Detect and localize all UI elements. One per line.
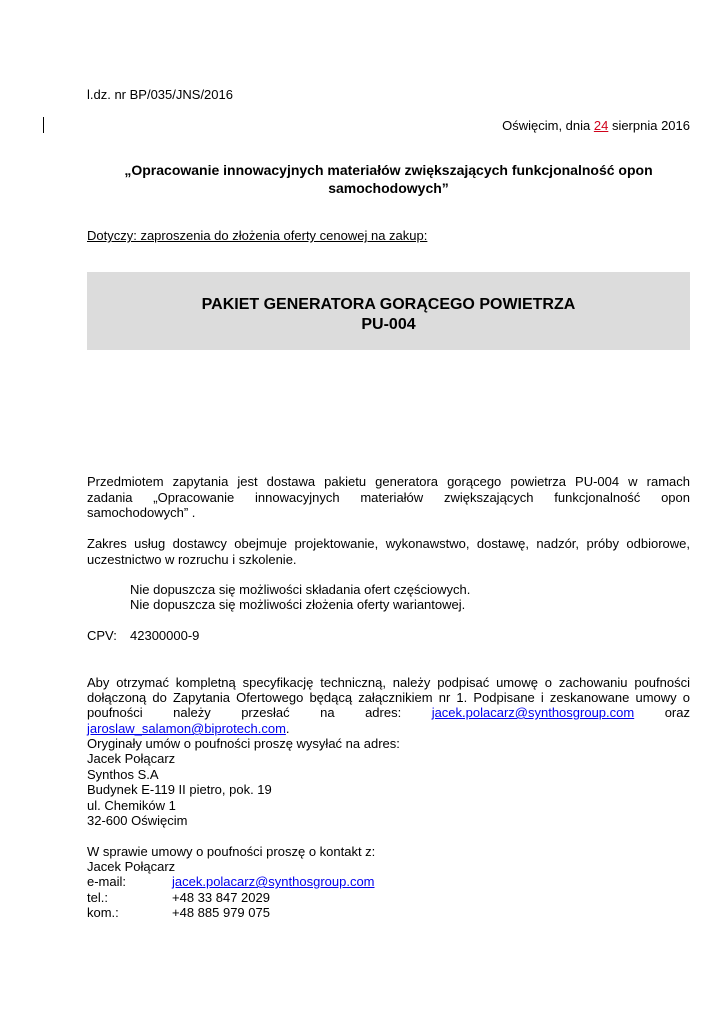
project-title-line-1: „Opracowanie innowacyjnych materiałów zwiększających funkcjonalność opon <box>124 162 653 178</box>
cpv-value: 42300000-9 <box>130 628 200 643</box>
contact-name: Jacek Połącarz <box>87 859 176 874</box>
date-line <box>502 118 690 133</box>
date-prefix: Oświęcim, dnia <box>502 118 594 133</box>
cpv-label: CPV: <box>87 628 117 643</box>
tel-value: +48 33 847 2029 <box>172 890 270 905</box>
paragraph-3-line-3 <box>87 705 690 720</box>
paragraph-2-line-2: uczestnictwo w rozruchu i szkolenie. <box>87 552 297 567</box>
tel-label: tel.: <box>87 890 108 905</box>
address-line: ul. Chemików 1 <box>87 798 176 813</box>
paragraph-3-line-2: dołączoną do Zapytania Ofertowego będącą załącznikiem nr 1. Podpisane i zeskanowane umowy o <box>87 690 690 705</box>
date-suffix: sierpnia 2016 <box>608 118 690 133</box>
word: przesłać <box>241 705 290 720</box>
paragraph-2-line-1: Zakres usług dostawcy obejmuje projektowanie, wykonawstwo, dostawę, nadzór, próby odbiorowe, <box>87 536 690 551</box>
address-line: Jacek Połącarz <box>87 751 176 766</box>
paragraph-5: W sprawie umowy o poufności proszę o kontakt z: <box>87 844 376 859</box>
kom-label: kom.: <box>87 905 119 920</box>
project-title-line-2: samochodowych” <box>328 180 449 196</box>
banner-title: PAKIET GENERATORA GORĄCEGO POWIETRZA <box>201 296 576 313</box>
title-banner <box>87 272 690 350</box>
address-line: 32-600 Oświęcim <box>87 813 188 828</box>
word: należy <box>173 705 211 720</box>
word: adres: <box>365 705 402 720</box>
change-bar <box>43 117 44 133</box>
paragraph-1-line-3: samochodowych” . <box>87 505 196 520</box>
note-no-variant-offers: Nie dopuszcza się możliwości złożenia oferty wariantowej. <box>130 597 466 612</box>
address-line: Synthos S.A <box>87 767 159 782</box>
email-link-synthos[interactable]: jacek.polacarz@synthosgroup.com <box>431 705 635 720</box>
banner-code: PU-004 <box>361 316 416 333</box>
paragraph-3-line-4 <box>87 721 290 736</box>
note-no-partial-offers: Nie dopuszcza się możliwości składania ofert częściowych. <box>130 582 471 597</box>
date-day: 24 <box>593 118 609 133</box>
subject-line: Dotyczy: zaproszenia do złożenia oferty cenowej na zakup: <box>87 228 428 243</box>
paragraph-3-line-1: Aby otrzymać kompletną specyfikację techniczną, należy podpisać umowę o zachowaniu poufności <box>87 675 690 690</box>
contact-email-link[interactable]: jacek.polacarz@synthosgroup.com <box>172 874 375 889</box>
word: poufności <box>87 705 143 720</box>
word: na <box>320 705 335 720</box>
paragraph-1-line-1: Przedmiotem zapytania jest dostawa pakietu generatora gorącego powietrza PU-004 w ramach <box>87 474 690 489</box>
email-link-biprotech[interactable]: jaroslaw_salamon@biprotech.com <box>87 721 286 736</box>
word: oraz <box>664 705 690 720</box>
paragraph-1-line-2: zadania „Opracowanie innowacyjnych materiałów zwiększających funkcjonalność opon <box>87 490 690 505</box>
period: . <box>285 721 290 736</box>
email-label: e-mail: <box>87 874 127 889</box>
paragraph-4: Oryginały umów o poufności proszę wysyłać na adres: <box>87 736 400 751</box>
address-line: Budynek E-119 II pietro, pok. 19 <box>87 782 272 797</box>
kom-value: +48 885 979 075 <box>172 905 270 920</box>
reference-number: l.dz. nr BP/035/JNS/2016 <box>87 87 233 102</box>
